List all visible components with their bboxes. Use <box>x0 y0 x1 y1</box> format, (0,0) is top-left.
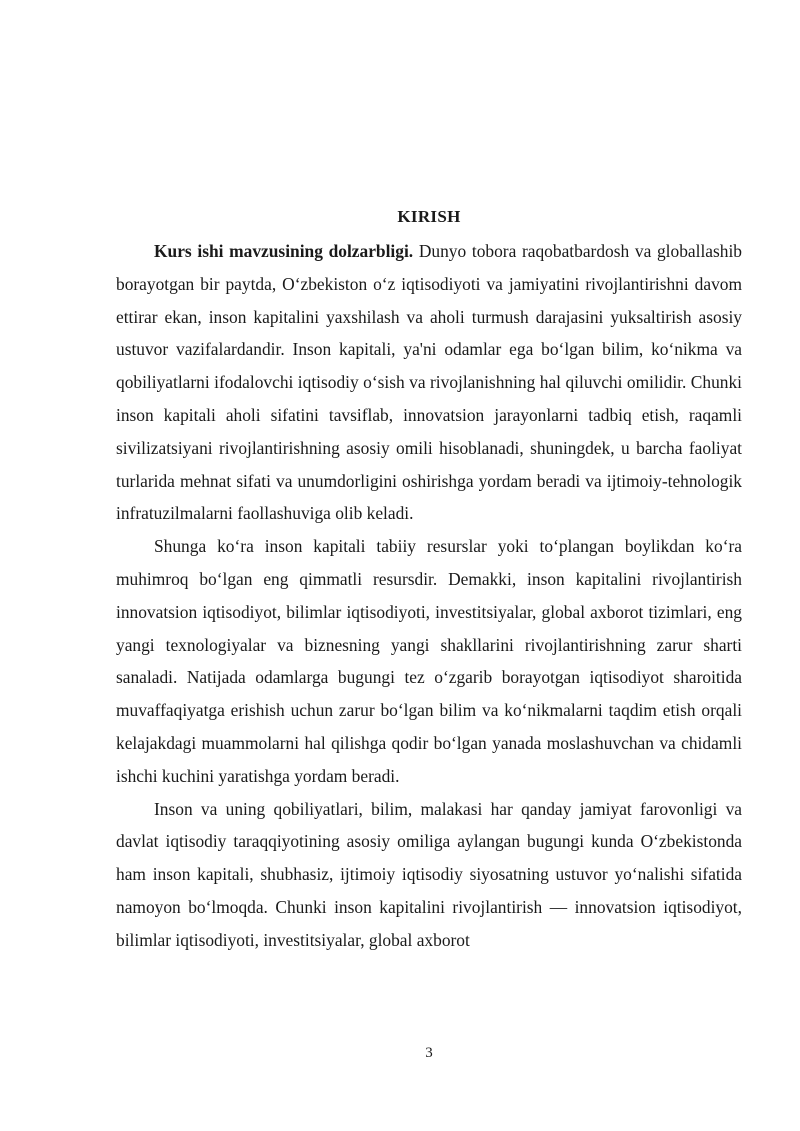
section-heading: KIRISH <box>397 207 461 226</box>
paragraph-text: Dunyo tobora raqobatbardosh va globallashib borayotgan bir paytda, O‘zbekiston o‘z iqtisodiyoti va jamiyatini rivojlantirishni davom ettirar ekan, inson kapitalini yaxshilash va aholi turmush darajasini yuksaltirish asosiy ustuvor vazifalardandir. Inson kapitali, ya'ni odamlar ega bo‘lgan bilim, ko‘nikma va qobiliyatlarni ifodalovchi iqtisodiy o‘sish va rivojlanishning hal qiluvchi omilidir. Chunki inson kapitali aholi sifatini tavsiflab, innovatsion jarayonlarni tadbiq etish, raqamli sivilizatsiyani rivojlantirishning asosiy omili hisoblanadi, shuningdek, u barcha faoliyat turlarida mehnat sifati va unumdorligini oshirishga yordam beradi va ijtimoiy-tehnologik infratuzilmalarni faollashuviga olib keladi. <box>116 241 742 524</box>
page-number: 3 <box>425 1045 433 1061</box>
paragraph-lead: Kurs ishi mavzusining dolzarbligi. <box>154 241 414 261</box>
body-text <box>116 235 742 957</box>
document-page <box>116 0 742 1131</box>
paragraph-relevance <box>116 235 742 530</box>
paragraph-uzbekistan: Inson va uning qobiliyatlari, bilim, malakasi har qanday jamiyat farovonligi va davlat iqtisodiy taraqqiyotining asosiy omiliga aylangan bugungi kunda O‘zbekistonda ham inson kapitali, shubhasiz, ijtimoiy iqtisodiy siyosatning ustuvor yo‘nalishi sifatida namoyon bo‘lmoqda. Chunki inson kapitalini rivojlantirish — innovatsion iqtisodiyot, bilimlar iqtisodiyoti, investitsiyalar, global axborot <box>116 798 742 950</box>
paragraph-human-capital: Shunga ko‘ra inson kapitali tabiiy resurslar yoki to‘plangan boylikdan ko‘ra muhimroq bo‘lgan eng qimmatli resursdir. Demakki, inson kapitalini rivojlantirish innovatsion iqtisodiyot, bilimlar iqtisodiyoti, investitsiyalar, global axborot tizimlari, eng yangi texnologiyalar va biznesning yangi shakllarini rivojlantirishning zarur sharti sanaladi. Natijada odamlarga bugungi tez o‘zgarib borayotgan iqtisodiyot sharoitida muvaffaqiyatga erishish uchun zarur bo‘lgan bilim va ko‘nikmalarni taqdim etish orqali kelajakdagi muammolarni hal qilishga qodir bo‘lgan yanada moslashuvchan va chidamli ishchi kuchini yaratishga yordam beradi. <box>116 536 742 786</box>
